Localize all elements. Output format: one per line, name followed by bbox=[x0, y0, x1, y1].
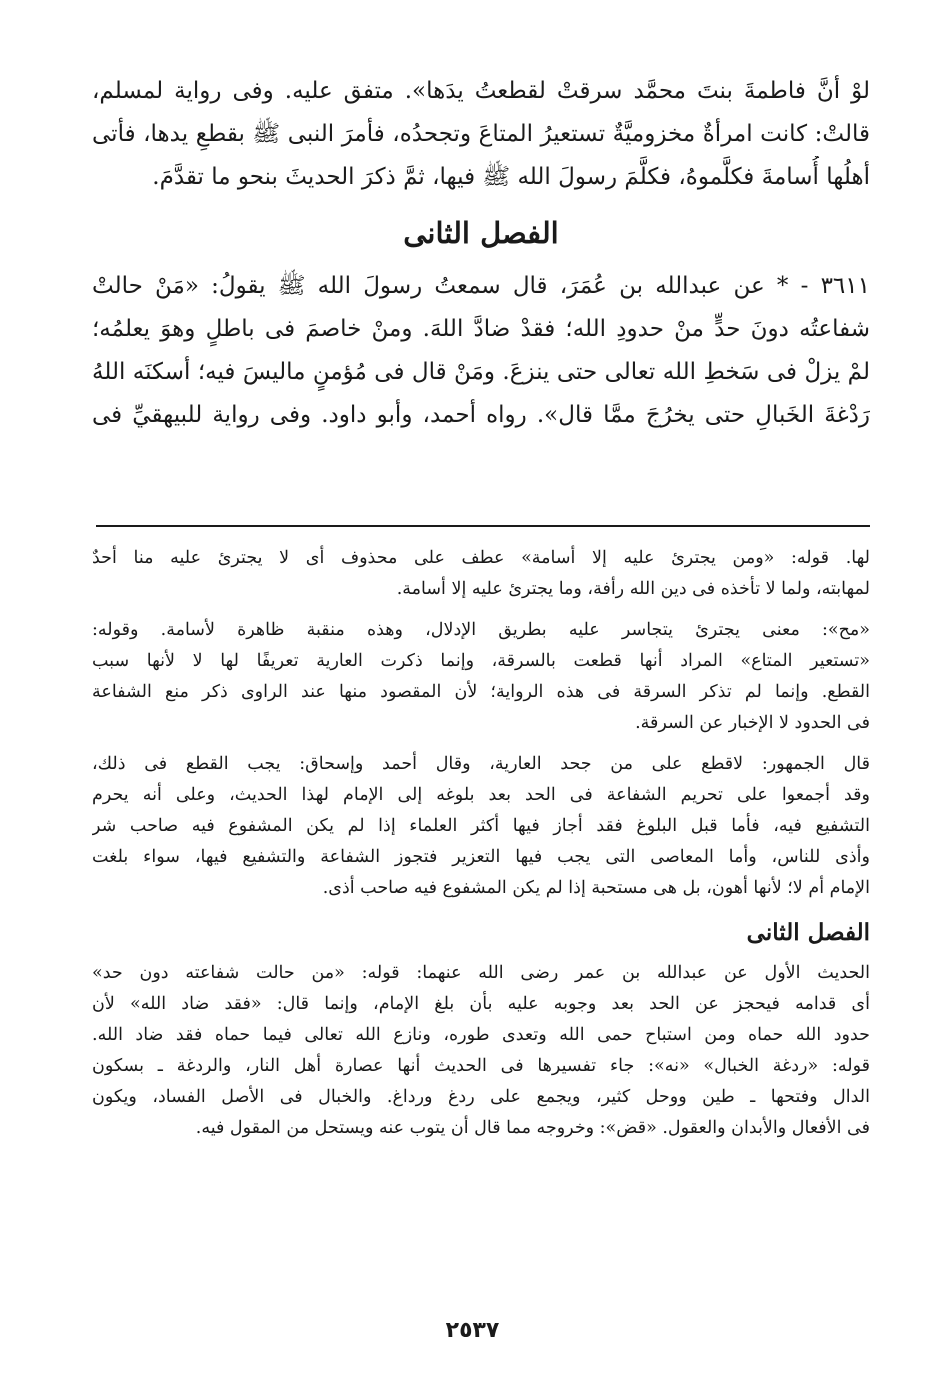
text-line: لوْ أنَّ فاطمةَ بنتَ محمَّد سرقتْ لقطعتُ يدَها». متفق عليه. وفى رواية لمسلم، bbox=[92, 78, 870, 104]
text-line: شفاعتُه دونَ حدٍّ منْ حدودِ الله؛ فقدْ ضادَّ اللهَ. ومنْ خاصمَ فى باطلٍ وهوَ يعلمُه؛ bbox=[92, 316, 870, 342]
text-line: التشفيع فيه، فأما قبل البلوغ فقد أجاز فيها أكثر العلماء إذا لم يكن المشفوع فيه صاحب شر bbox=[92, 816, 870, 836]
intro-paragraph bbox=[92, 70, 870, 199]
text-line: رَدْغةَ الخَبالِ حتى يخرُجَ ممَّا قال». رواه أحمد، وأبو داود. وفى رواية للبيهقيِّ فى bbox=[92, 402, 870, 428]
commentary-paragraph bbox=[92, 543, 870, 605]
commentary-paragraph bbox=[92, 958, 870, 1144]
text-line: «مح»: معنى يجترئ يتجاسر عليه بطريق الإدلال، وهذه منقبة ظاهرة لأسامة. وقوله: bbox=[92, 620, 870, 640]
text-line: قالتْ: كانت امرأةٌ مخزوميَّةٌ تستعيرُ المتاعَ وتجحدُه، فأمرَ النبى ﷺ بقطعِ يدها، فأتى bbox=[92, 121, 870, 147]
commentary-paragraph bbox=[92, 749, 870, 904]
page-number: ٢٥٣٧ bbox=[445, 1318, 500, 1343]
text-line: أى قدامه فيحجز عن الحد بعد وجوبه عليه بأن بلغ الإمام، وإنما قال: «فقد ضاد الله» لأن bbox=[92, 994, 870, 1014]
commentary-paragraph bbox=[92, 615, 870, 739]
main-text bbox=[92, 70, 870, 437]
text-line: القطع. وإنما لم تذكر السرقة فى هذه الرواية؛ لأن المقصود منها عند الراوى ذكر منع الشفاعة bbox=[92, 682, 870, 702]
text-line: أهلُها أُسامةَ فكلَّموهُ، فكلَّمَ رسولَ الله ﷺ فيها، ثمَّ ذكرَ الحديثَ بنحو ما تقدَّمَ. bbox=[152, 164, 870, 190]
text-line: فى الحدود لا الإخبار عن السرقة. bbox=[635, 713, 870, 733]
commentary-section-heading: الفصل الثانى bbox=[746, 919, 870, 946]
footnote-divider bbox=[96, 525, 870, 527]
text-line: الحديث الأول عن عبدالله بن عمر رضى الله عنهما: قوله: «من حالت شفاعته دون حد» bbox=[92, 963, 870, 983]
text-line: الإمام أم لا؛ لأنها أهون، بل هى مستحبة إذا لم يكن المشفوع فيه صاحب أذى. bbox=[322, 878, 870, 898]
text-line: وقد أجمعوا على تحريم الشفاعة فى الحد بعد بلوغه إلى الإمام لهذا الحديث، وعلى أنه يحرم bbox=[92, 785, 870, 805]
text-line: لمهابته، ولما لا تأخذه فى دين الله رأفة، وما يجترئ عليه إلا أسامة. bbox=[396, 579, 870, 599]
hadith-paragraph bbox=[92, 265, 870, 437]
text-line: ٣٦١١ - * عن عبدالله بن عُمَرَ، قال سمعتُ رسولَ الله ﷺ يقولُ: «مَنْ حالتْ bbox=[92, 273, 870, 299]
text-line: قوله: «ردغة الخبال» «نه»: جاء تفسيرها فى الحديث أنها عصارة أهل النار، والردغة ـ بسكون bbox=[92, 1056, 870, 1076]
commentary bbox=[92, 543, 870, 1154]
text-line: الدال وفتحها ـ طين ووحل كثير، ويجمع على ردغ ورداغ. والخبال فى الأصل الفساد، ويكون bbox=[92, 1087, 870, 1107]
text-line: فى الأفعال والأبدان والعقول. «قض»: وخروجه مما قال أن يتوب عنه ويستحل من المقول فيه. bbox=[195, 1118, 870, 1138]
text-line: وأذى للناس، وأما المعاصى التى يجب فيها التعزير فتجوز الشفاعة والتشفيع فيها، سواء بلغت bbox=[92, 847, 870, 867]
text-line: «تستعير المتاع» المراد أنها قطعت بالسرقة، وإنما ذكرت العارية تعريفًا لها لا لأنها سبب bbox=[92, 651, 870, 671]
text-line: حدود الله حماه ومن استباح حمى الله وتعدى طوره، ونازع الله تعالى فيما حماه فقد ضاد الله. bbox=[92, 1025, 870, 1045]
text-line: لها. قوله: «ومن يجترئ عليه إلا أسامة» عطف على محذوف أى لا يجترئ عليه منا أحدٌ bbox=[92, 548, 870, 568]
text-line: قال الجمهور: لاقطع على من جحد العارية، وقال أحمد وإسحاق: يجب القطع فى ذلك، bbox=[92, 754, 870, 774]
section-heading: الفصل الثانى bbox=[403, 216, 559, 250]
text-line: لمْ يزلْ فى سَخطِ الله تعالى حتى ينزعَ. ومَنْ قال فى مُؤمنٍ ماليسَ فيه؛ أسكنَه اللهُ bbox=[92, 359, 870, 385]
